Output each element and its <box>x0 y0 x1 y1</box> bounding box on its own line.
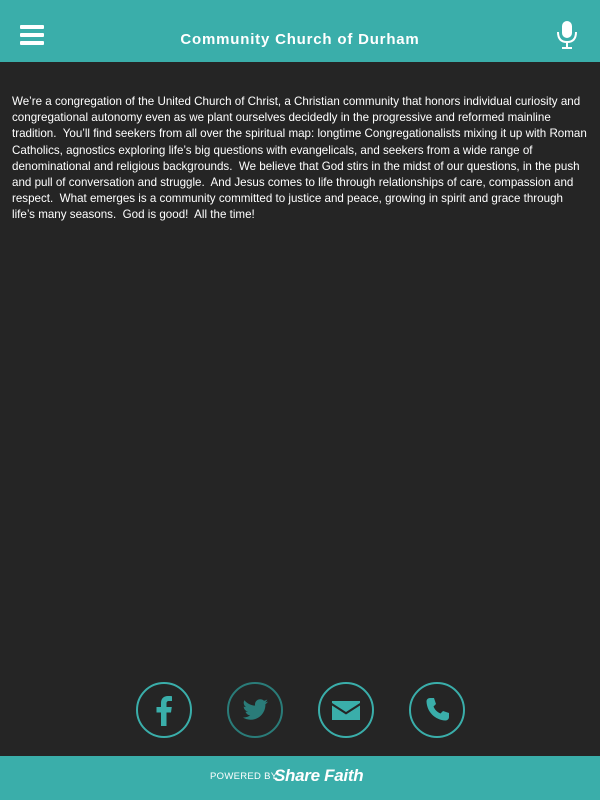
twitter-button[interactable] <box>227 682 283 738</box>
facebook-button[interactable] <box>136 682 192 738</box>
top-bar <box>0 0 600 62</box>
page-title: Community Church of Durham <box>180 31 420 48</box>
facebook-icon <box>138 684 190 736</box>
footer-bar <box>0 756 600 800</box>
sharefaith-logo[interactable]: Share Faith <box>274 766 364 785</box>
about-text: We’re a congregation of the United Church of Christ, a Christian community that honors individual curiosity and congregational autonomy even as we plant ourselves decidedly in the progressive and reformed mainline tradition. You’ll find seekers from all over the spiritual map: longtime Congregationalists mixing it up with Roman Catholics, agnostics exploring life’s big questions with evangelicals, and seekers from a wide range of denominational and religious backgrounds. We believe that God stirs in the midst of our questions, in the push and pull of conversation and struggle. And Jesus comes to life through relationships of care, compassion and respect. What emerges is a community committed to justice and peace, growing in spirit and grace through life’s many seasons. God is good! All the time! <box>12 95 591 222</box>
phone-button[interactable] <box>409 682 465 738</box>
microphone-icon[interactable] <box>553 20 581 50</box>
twitter-icon <box>229 684 281 736</box>
hamburger-menu-icon[interactable] <box>20 25 44 45</box>
social-links <box>0 682 600 738</box>
phone-icon <box>411 684 463 736</box>
email-icon <box>320 684 372 736</box>
email-button[interactable] <box>318 682 374 738</box>
powered-by-label: POWERED BY <box>210 771 278 782</box>
